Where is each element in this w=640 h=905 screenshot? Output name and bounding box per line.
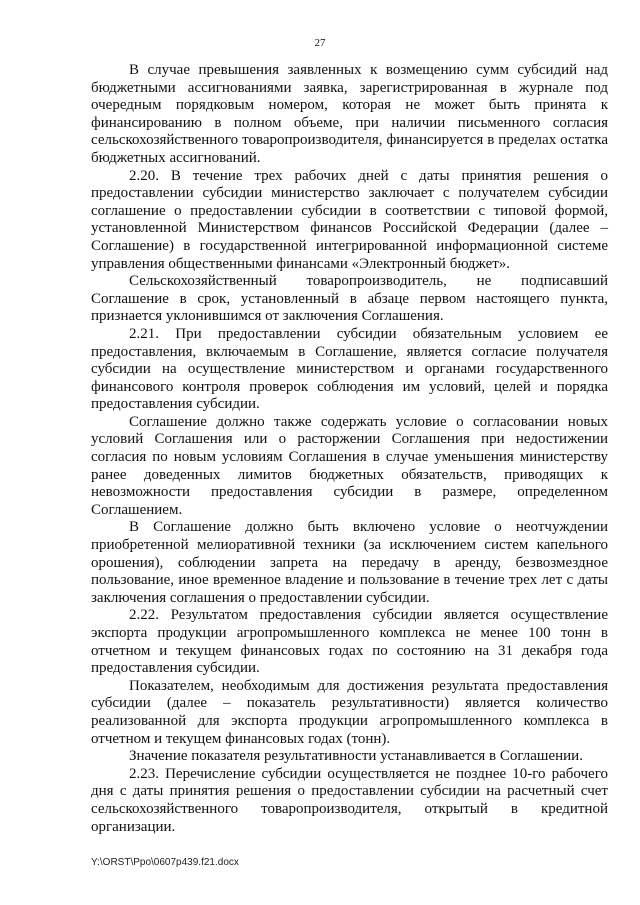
paragraph-performance-indicator: Показателем, необходимым для достижения результата предоставления субсидии (далее – показатель результативности) является количество реализованной для экспорта продукции агропромышленного комплекса в отчетном и текущем финансовых годах (тонн). xyxy=(91,677,608,747)
paragraph-non-alienation: В Соглашение должно быть включено условие о неотчуждении приобретенной мелиоративной техники (за исключением систем капельного орошения), соблюдении запрета на передачу в аренду, безвозмездное пользование, иное временное владение и пользование в течение трех лет с даты заключения соглашения о предоставлении субсидии. xyxy=(91,519,608,606)
page-number: 27 xyxy=(314,37,326,49)
paragraph-indicator-value: Значение показателя результативности устанавливается в Соглашении. xyxy=(129,748,583,765)
paragraph-2-22: 2.22. Результатом предоставления субсидии является осуществление экспорта продукции агропромышленного комплекса не менее 100 тонн в отчетном и текущем финансовых годах по состоянию на 31 декабря года предоставления субсидии. xyxy=(91,607,608,677)
paragraph-agreement-conditions: Соглашение должно также содержать условие о согласовании новых условий Соглашения или о расторжении Соглашения при недостижении согласия по новым условиям Соглашения в случае уменьшения министерству ранее доведенных лимитов бюджетных обязательств, приводящих к невозможности предоставления субсидии в размере, определенном Соглашением. xyxy=(91,413,608,518)
footer-file-path: Y:\ORST\Ppo\0607p439.f21.docx xyxy=(91,857,239,868)
document-body xyxy=(91,62,608,836)
paragraph-2-20: 2.20. В течение трех рабочих дней с даты принятия решения о предоставлении субсидии министерство заключает с получателем субсидии соглашение о предоставлении субсидии в соответствии с типовой формой, установленной Министерством финансов Российской Федерации (далее – Соглашение) в государственной интегрированной информационной системе управления общественными финансами «Электронный бюджет». xyxy=(91,167,608,272)
paragraph-2-21: 2.21. При предоставлении субсидии обязательным условием ее предоставления, включаемым в Соглашение, является согласие получателя субсидии на осуществление министерством и органами государственного финансового контроля проверок соблюдения им условий, целей и порядка предоставления субсидии. xyxy=(91,325,608,413)
paragraph-2-23: 2.23. Перечисление субсидии осуществляется не позднее 10-го рабочего дня с даты принятия решения о предоставлении субсидии на расчетный счет сельскохозяйственного товаропроизводителя, открытый в кредитной организации. xyxy=(91,765,608,835)
paragraph-unsigned-agreement: Сельскохозяйственный товаропроизводитель, не подписавший Соглашение в срок, установленный в абзаце первом настоящего пункта, признается уклонившимся от заключения Соглашения. xyxy=(91,273,608,325)
paragraph-budget-excess: В случае превышения заявленных к возмещению сумм субсидий над бюджетными ассигнованиями заявка, зарегистрированная в журнале под очередным порядковым номером, которая не может быть принята к финансированию в полном объеме, при наличии письменного согласия сельскохозяйственного товаропроизводителя, финансируется в пределах остатка бюджетных ассигнований. xyxy=(91,62,608,166)
